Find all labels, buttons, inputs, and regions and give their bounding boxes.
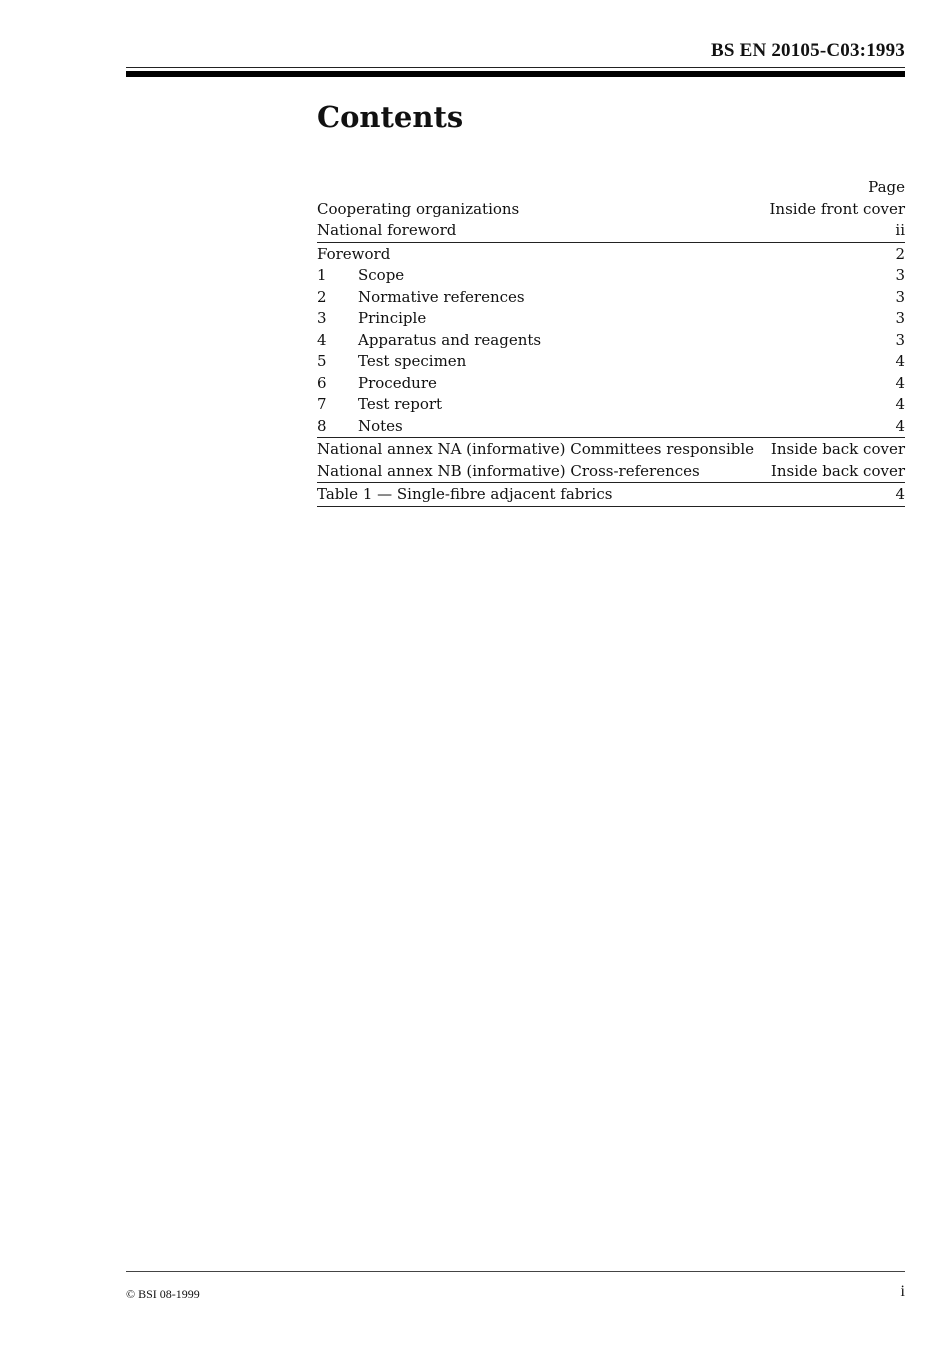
footer-page-number: i bbox=[900, 1283, 905, 1300]
toc-entry-cooperating-organizations[interactable] bbox=[317, 199, 905, 221]
toc-entry-normative-references[interactable] bbox=[317, 287, 905, 309]
document-id: BS EN 20105-C03:1993 bbox=[710, 40, 905, 61]
toc-entry-page: 3 bbox=[895, 309, 905, 327]
toc-entry-page: Inside back cover bbox=[770, 440, 905, 458]
page-title: Contents bbox=[317, 100, 464, 134]
toc-entry-test-report[interactable] bbox=[317, 394, 905, 416]
toc-entry-label: Test report bbox=[358, 395, 443, 413]
toc-entry-page: 3 bbox=[895, 287, 905, 306]
toc-entry-page: 3 bbox=[895, 266, 905, 284]
footer-rule bbox=[126, 1271, 905, 1272]
toc-entry-apparatus-and-reagents[interactable] bbox=[317, 330, 905, 352]
toc-entry-test-specimen[interactable] bbox=[317, 351, 905, 373]
toc-entry-label: Apparatus and reagents bbox=[358, 330, 542, 349]
toc-entry-page: 4 bbox=[895, 395, 905, 413]
toc-entry-label: Foreword bbox=[317, 244, 391, 263]
toc-section-number: 5 bbox=[317, 352, 327, 370]
toc-page-heading-row bbox=[317, 177, 905, 199]
toc-entry-label: Table 1 — Single-fibre adjacent fabrics bbox=[317, 485, 613, 503]
toc-entry-page: 3 bbox=[895, 330, 905, 349]
header-rule-thick bbox=[126, 71, 905, 77]
toc-entry-foreword[interactable] bbox=[317, 244, 905, 266]
toc-section-number: 6 bbox=[317, 373, 327, 392]
toc-entry-page: 4 bbox=[895, 485, 905, 503]
toc-entry-label: Normative references bbox=[358, 287, 525, 306]
toc-entry-page: 4 bbox=[895, 373, 905, 392]
toc-section-number: 7 bbox=[317, 395, 327, 413]
toc-entry-page: 2 bbox=[895, 244, 905, 263]
toc-entry-label: Test specimen bbox=[358, 352, 467, 370]
footer-copyright: © BSI 08-1999 bbox=[126, 1287, 200, 1301]
toc-entry-notes[interactable] bbox=[317, 416, 905, 439]
toc-entry-label: Scope bbox=[358, 266, 405, 284]
toc-entry-procedure[interactable] bbox=[317, 373, 905, 395]
toc-entry-table-1[interactable] bbox=[317, 484, 905, 507]
toc-entry-principle[interactable] bbox=[317, 308, 905, 330]
toc-entry-scope[interactable] bbox=[317, 265, 905, 287]
header-rule-thin bbox=[126, 67, 905, 68]
toc-entry-page: 4 bbox=[895, 352, 905, 370]
toc-entry-label: National annex NB (informative) Cross-references bbox=[317, 461, 700, 480]
toc-entry-page: 4 bbox=[895, 416, 905, 435]
toc-entry-label: Principle bbox=[358, 309, 427, 327]
toc-entry-national-foreword[interactable] bbox=[317, 220, 905, 243]
toc-entry-page: Inside front cover bbox=[769, 199, 905, 218]
toc-section-number: 8 bbox=[317, 416, 327, 435]
toc-entry-label: Procedure bbox=[358, 373, 437, 392]
toc-section-number: 1 bbox=[317, 266, 327, 284]
toc-entry-page: Inside back cover bbox=[770, 461, 905, 480]
toc-section-number: 2 bbox=[317, 287, 327, 306]
toc-entry-national-annex-na[interactable] bbox=[317, 439, 905, 461]
toc-entry-national-annex-nb[interactable] bbox=[317, 461, 905, 484]
toc-page-heading: Page bbox=[868, 178, 905, 196]
toc-section-number: 4 bbox=[317, 330, 327, 349]
toc-entry-label: Cooperating organizations bbox=[317, 199, 520, 218]
toc-entry-label: Notes bbox=[358, 416, 403, 435]
toc-entry-label: National annex NA (informative) Committees responsible bbox=[317, 440, 755, 458]
toc-entry-page: ii bbox=[895, 221, 905, 239]
toc-entry-label: National foreword bbox=[317, 221, 457, 239]
table-of-contents bbox=[317, 177, 905, 507]
toc-section-number: 3 bbox=[317, 309, 327, 327]
